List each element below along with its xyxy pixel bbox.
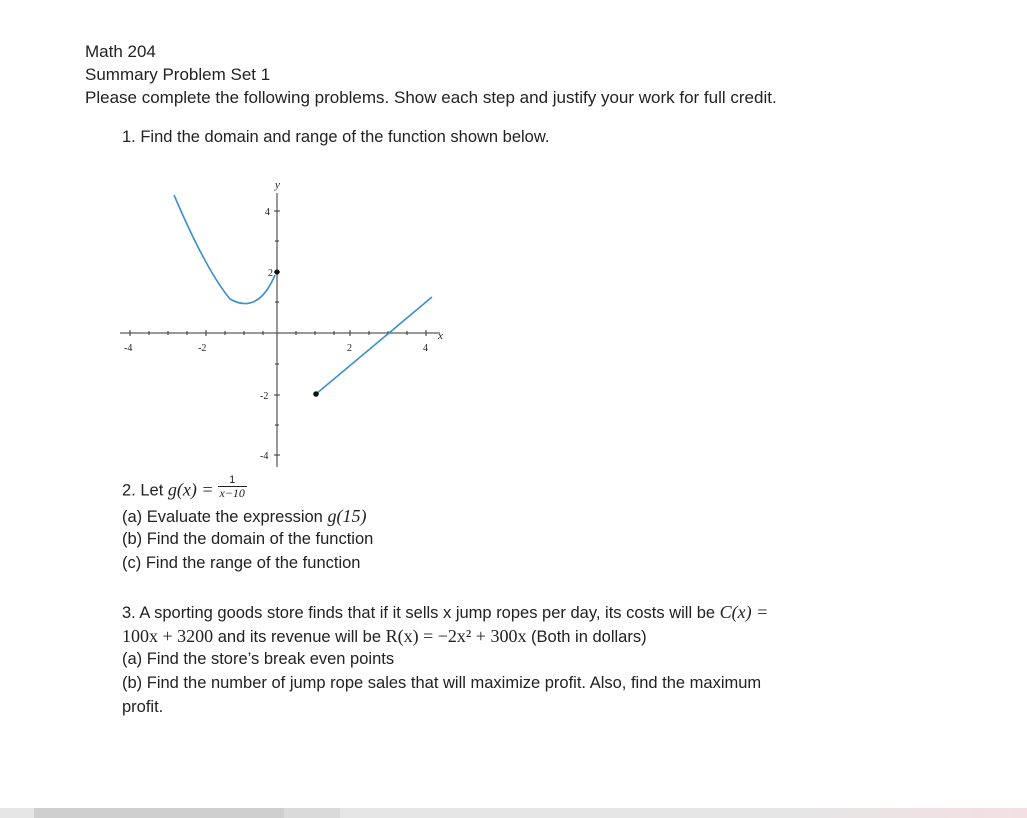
problem-2a — [122, 506, 366, 527]
problem-3-text: 3. A sporting goods store finds that if it sells x jump ropes per day, its costs will be — [122, 604, 720, 622]
x-axis-label: x — [438, 330, 443, 342]
cost-function: C(x) = — [719, 602, 769, 622]
course-name: Math 204 — [85, 42, 156, 61]
fraction-denominator: x−10 — [219, 486, 245, 500]
x-tick-label: 4 — [423, 343, 428, 354]
y-tick-label: -4 — [260, 451, 269, 462]
problem-3-line-2 — [122, 626, 647, 647]
problem-3a: (a) Find the store’s break even points — [122, 650, 395, 668]
problem-2a-text: (a) Evaluate the expression — [122, 508, 328, 526]
y-axis-label: y — [275, 179, 280, 191]
problem-2a-math: g(15) — [327, 506, 367, 526]
function-g: g(x) = — [167, 479, 214, 500]
problem-1-text: 1. Find the domain and range of the function shown below. — [122, 128, 550, 146]
problem-3b-line-2: profit. — [122, 698, 164, 716]
function-graph — [110, 175, 450, 475]
problem-3b-line-1: (b) Find the number of jump rope sales that will maximize profit. Also, find the maximum — [122, 674, 762, 692]
y-tick-label: 2 — [268, 268, 273, 279]
problem-2-prefix: 2. Let — [122, 481, 168, 500]
x-tick-label: -4 — [124, 343, 133, 354]
scrollbar-segment — [284, 808, 340, 818]
scrollbar-fade — [787, 808, 1027, 818]
problem-2c: (c) Find the range of the function — [122, 554, 361, 572]
fraction — [218, 474, 247, 500]
fraction-numerator: 1 — [229, 474, 236, 486]
x-tick-label: 2 — [347, 343, 352, 354]
problem-3-text: (Both in dollars) — [526, 628, 647, 646]
horizontal-scrollbar[interactable] — [0, 808, 1027, 818]
y-tick-label: 4 — [265, 207, 270, 218]
instructions: Please complete the following problems. Show each step and justify your work for full credit. — [85, 88, 777, 107]
problem-3-text: and its revenue will be — [213, 628, 386, 646]
cost-expression: 100x + 3200 — [122, 626, 214, 646]
document-title: Summary Problem Set 1 — [85, 65, 271, 84]
endpoint-dot — [274, 269, 279, 274]
scrollbar-thumb[interactable] — [34, 808, 284, 818]
line-segment — [316, 297, 432, 394]
y-tick-label: -2 — [260, 391, 269, 402]
x-tick-label: -2 — [198, 343, 207, 354]
problem-3-line-1 — [122, 602, 768, 623]
revenue-function: R(x) = −2x² + 300x — [385, 626, 527, 646]
endpoint-dot — [313, 391, 319, 397]
parabola-curve — [174, 195, 275, 304]
problem-2-intro — [122, 474, 247, 504]
problem-2b: (b) Find the domain of the function — [122, 530, 374, 548]
